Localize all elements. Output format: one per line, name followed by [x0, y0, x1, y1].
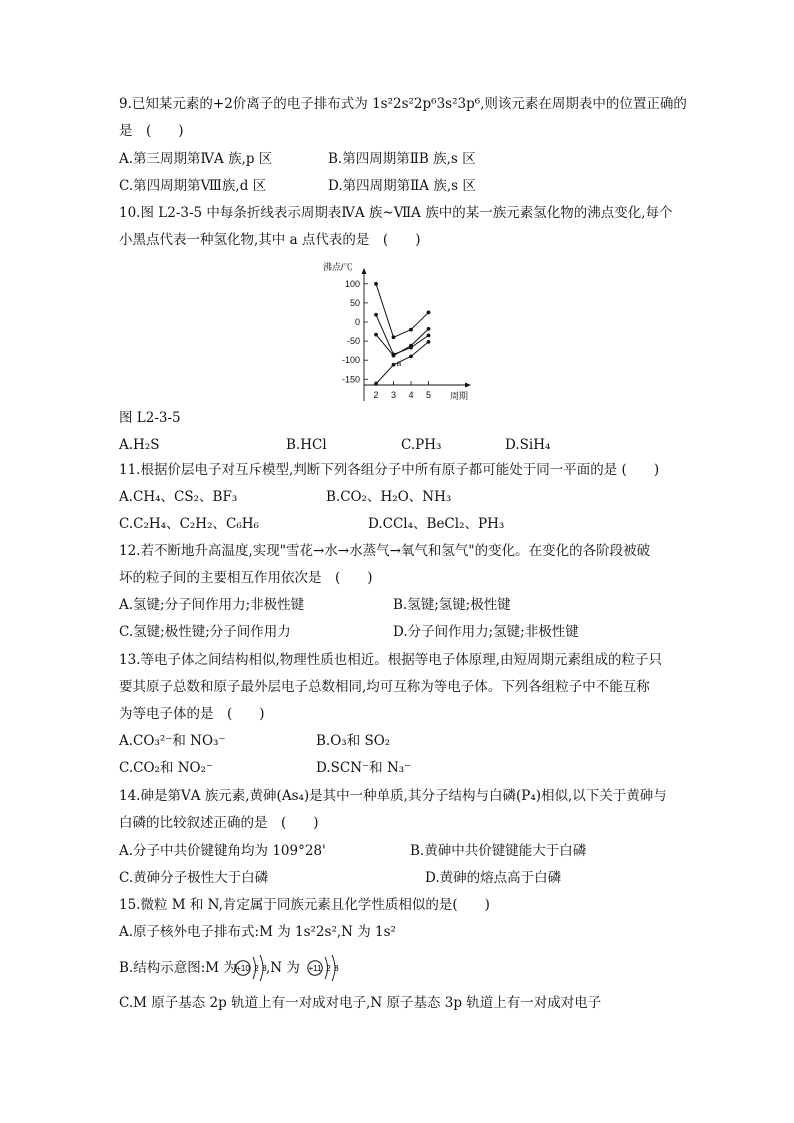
y-tick-label: 100 — [344, 278, 360, 289]
y-axis-arrow — [362, 268, 367, 274]
q13-option-b: B.O₃和 SO₂ — [316, 733, 391, 749]
q13-stem-line-3: 为等电子体的是 ( ) — [119, 706, 265, 722]
q13-option-a: A.CO₃²⁻和 NO₃⁻ — [119, 733, 226, 749]
data-point — [374, 282, 378, 286]
q10-option-a: A.H₂S — [119, 437, 160, 453]
atom-m-structure-diagram — [235, 951, 269, 985]
q15-stem: 15.微粒 M 和 N,肯定属于同族元素且化学性质相似的是( ) — [119, 897, 490, 913]
q9-option-c: C.第四周期第Ⅷ族,d 区 — [119, 178, 267, 194]
boiling-point-chart — [318, 258, 478, 406]
q11-stem: 11.根据价层电子对互斥模型,判断下列各组分子中所有原子都可能处于同一平面的是 ( ) — [119, 462, 660, 478]
x-tick-label: 3 — [390, 390, 397, 400]
q14-option-d: D.黄砷的熔点高于白磷 — [425, 870, 562, 886]
data-point — [392, 363, 396, 367]
q12-stem-line-2: 坏的粒子间的主要相互作用依次是 ( ) — [119, 570, 373, 586]
data-point — [374, 313, 378, 317]
x-tick-label: 5 — [425, 390, 432, 400]
q12-option-b: B.氢键;氢键;极性键 — [393, 597, 511, 613]
point-a-label: a — [396, 357, 402, 368]
data-point — [427, 311, 431, 315]
q9-stem-line-1: 9.已知某元素的+2价离子的电子排布式为 1s²2s²2p⁶3s²3p⁶,则该元素在周期表中的位置正确的 — [119, 96, 687, 112]
q15-option-c: C.M 原子基态 2p 轨道上有一对成对电子,N 原子基态 3p 轨道上有一对成对电子 — [119, 995, 602, 1011]
data-point — [392, 335, 396, 339]
x-axis-arrow — [465, 383, 471, 388]
q11-option-c: C.C₂H₄、C₂H₂、C₆H₆ — [119, 516, 259, 532]
q10-option-c: C.PH₃ — [401, 437, 442, 453]
y-tick-label: -50 — [346, 336, 360, 347]
q12-option-a: A.氢键;分子间作用力;非极性键 — [119, 597, 305, 613]
x-tick-label: 4 — [408, 390, 414, 400]
data-point — [427, 340, 431, 344]
q10-option-b: B.HCl — [286, 437, 327, 453]
data-point — [409, 328, 413, 332]
q13-stem-line-2: 要其原子总数和原子最外层电子总数相同,均可互称为等电子体。下列各组粒子中不能互称 — [119, 679, 650, 695]
q13-option-c: C.CO₂和 NO₂⁻ — [119, 760, 214, 776]
atom-m-nucleus-charge: +10 — [236, 964, 250, 973]
q9-option-a: A.第三周期第ⅣA 族,p 区 — [119, 151, 273, 167]
chart-xlabel: 周期 — [450, 391, 469, 401]
q13-stem-line-1: 13.等电子体之间结构相似,物理性质也相近。根据等电子体原理,由短周期元素组成的粒子只 — [119, 652, 663, 668]
data-point — [409, 354, 413, 358]
data-point — [374, 333, 378, 337]
figure-caption: 图 L2-3-5 — [119, 410, 181, 426]
atom-n-shell-1-electrons: 2 — [326, 964, 331, 973]
y-tick-label: -100 — [341, 355, 360, 366]
q10-stem-line-1: 10.图 L2-3-5 中每条折线表示周期表ⅣA 族~ⅦA 族中的某一族元素氢化物的沸点变化,每个 — [119, 205, 673, 221]
atom-n-nucleus-charge: +11 — [308, 964, 322, 973]
q11-option-a: A.CH₄、CS₂、BF₃ — [119, 489, 238, 505]
y-tick-label: -150 — [341, 374, 360, 385]
q14-option-b: B.黄砷中共价键键能大于白磷 — [410, 843, 587, 859]
y-tick-label: 0 — [354, 317, 360, 327]
data-point — [427, 327, 431, 331]
chart-ylabel: 沸点/℃ — [323, 262, 353, 272]
q9-option-d: D.第四周期第ⅡA 族,s 区 — [328, 178, 476, 194]
q12-option-d: D.分子间作用力;氢键;非极性键 — [393, 624, 579, 640]
q9-stem-line-2: 是 ( ) — [119, 123, 184, 139]
data-point — [427, 333, 431, 337]
q11-option-b: B.CO₂、H₂O、NH₃ — [326, 489, 452, 505]
x-tick-label: 2 — [373, 390, 379, 400]
q10-stem-line-2: 小黑点代表一种氢化物,其中 a 点代表的是 ( ) — [119, 232, 421, 248]
q14-option-c: C.黄砷分子极性大于白磷 — [119, 870, 269, 886]
q15-option-b-middle: ,N 为 — [266, 960, 300, 976]
q12-option-c: C.氢键;极性键;分子间作用力 — [119, 624, 291, 640]
q11-option-d: D.CCl₄、BeCl₂、PH₃ — [368, 516, 505, 532]
series-line-4 — [376, 342, 429, 384]
data-point — [374, 382, 378, 386]
y-tick-label: 50 — [349, 297, 360, 308]
q15-option-b-prefix: B.结构示意图:M 为 — [119, 960, 237, 976]
atom-m-shell-1-electrons: 2 — [254, 964, 259, 973]
atom-n-shell-2-electrons: 8 — [334, 964, 339, 973]
data-point — [409, 344, 413, 348]
q10-option-d: D.SiH₄ — [505, 437, 551, 453]
q14-stem-line-2: 白磷的比较叙述正确的是 ( ) — [119, 815, 319, 831]
atom-n-structure-diagram — [307, 951, 341, 985]
q9-option-b: B.第四周期第ⅡB 族,s 区 — [328, 151, 476, 167]
q13-option-d: D.SCN⁻和 N₃⁻ — [316, 760, 412, 776]
series-line-1 — [376, 284, 429, 337]
q12-stem-line-1: 12.若不断地升高温度,实现"雪花→水→水蒸气→氧气和氢气"的变化。在变化的各阶段被破 — [119, 543, 651, 559]
q15-option-a: A.原子核外电子排布式:M 为 1s²2s²,N 为 1s² — [119, 924, 396, 940]
q14-stem-line-1: 14.砷是第ⅤA 族元素,黄砷(As₄)是其中一种单质,其分子结构与白磷(P₄)相似,以下关于黄砷与 — [119, 788, 667, 804]
data-point — [392, 354, 396, 358]
q14-option-a: A.分子中共价键键角均为 109°28' — [119, 843, 326, 859]
atom-m-shell-2-electrons: 8 — [262, 964, 267, 973]
